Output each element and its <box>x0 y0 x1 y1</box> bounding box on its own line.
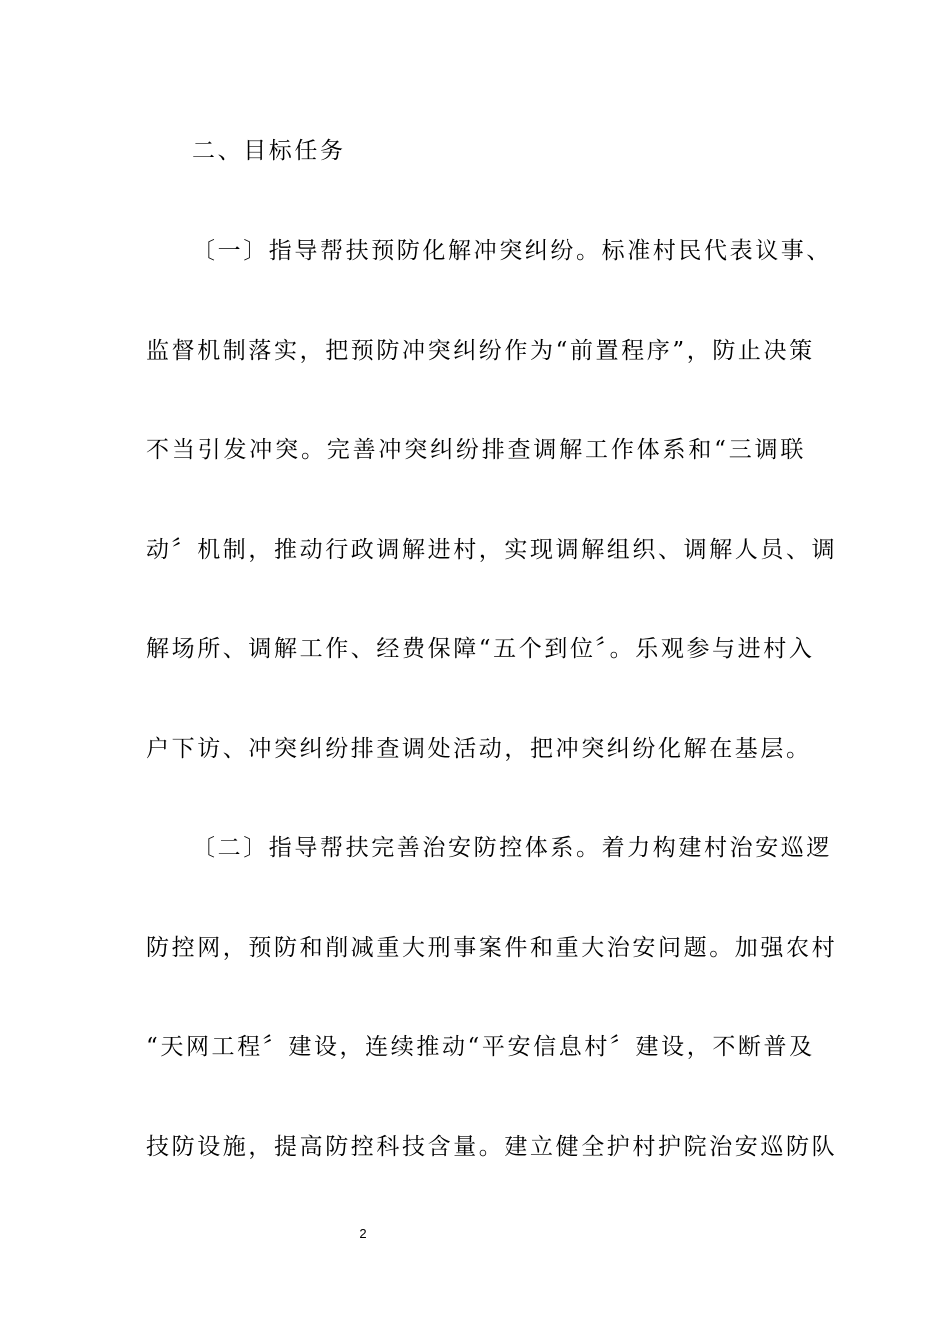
paragraph-1-line-2: 监督机制落实，把预防冲突纠纷作为“前置程序”，防止决策 <box>146 338 815 364</box>
paragraph-1-line-5: 解场所、调解工作、经费保障“五个到位〞。乐观参与进村入 <box>146 636 815 662</box>
paragraph-2-line-1: 〔二〕指导帮扶完善治安防控体系。着力构建村治安巡逻 <box>192 835 832 861</box>
paragraph-1-line-3: 不当引发冲突。完善冲突纠纷排查调解工作体系和“三调联 <box>146 437 806 463</box>
paragraph-2-line-3: “天网工程〞建设，连续推动“平安信息村〞建设，不断普及 <box>146 1034 815 1060</box>
paragraph-2-line-4: 技防设施，提高防控科技含量。建立健全护村护院治安巡防队 <box>146 1134 838 1160</box>
paragraph-1-line-1: 〔一〕指导帮扶预防化解冲突纠纷。标准村民代表议事、 <box>192 238 832 264</box>
page-number: 2 <box>359 1226 367 1241</box>
paragraph-1-line-4: 动〞机制，推动行政调解进村，实现调解组织、调解人员、调 <box>146 537 838 563</box>
paragraph-1-line-6: 户下访、冲突纠纷排查调处活动，把冲突纠纷化解在基层。 <box>146 736 812 762</box>
paragraph-2-line-2: 防控网，预防和削减重大刑事案件和重大治安问题。加强农村 <box>146 935 838 961</box>
section-heading: 二、目标任务 <box>192 138 346 164</box>
